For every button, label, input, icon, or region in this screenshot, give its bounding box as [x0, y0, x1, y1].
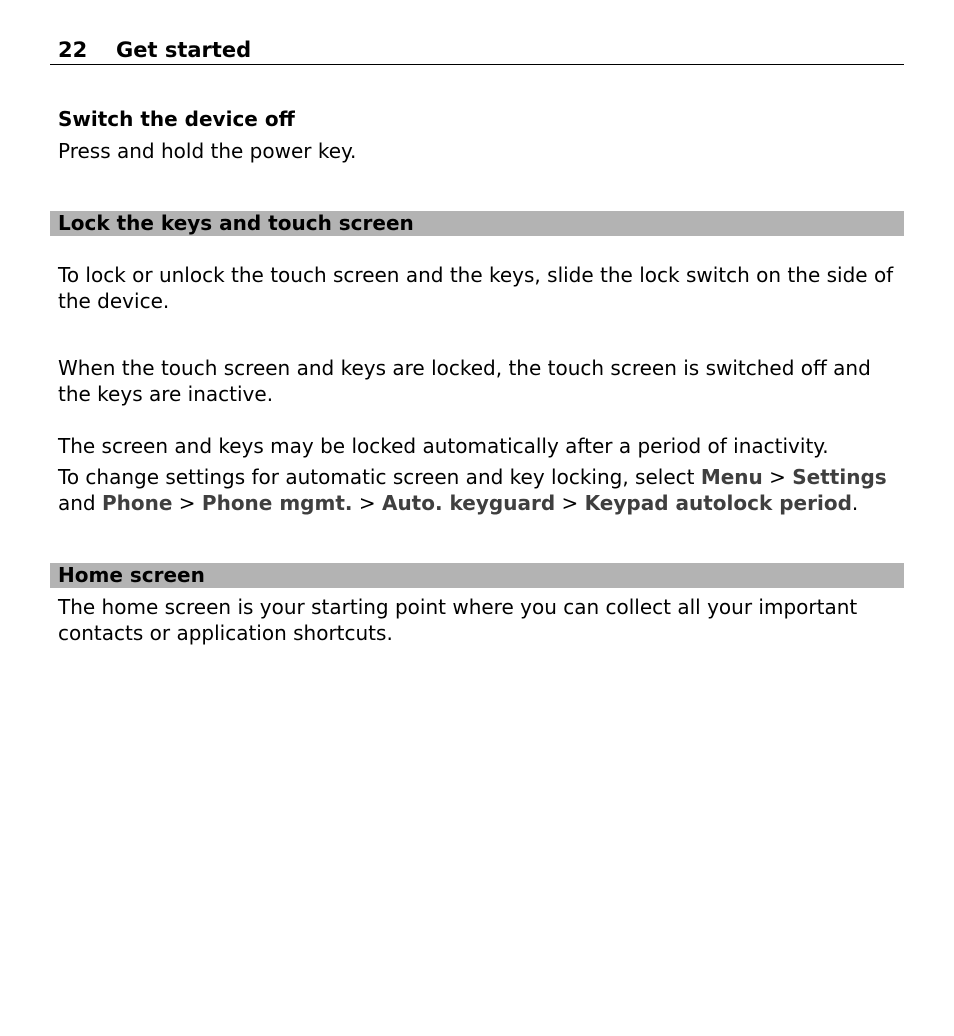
menu-path-separator: >	[762, 465, 793, 489]
chapter-title: Get started	[116, 38, 252, 62]
menu-path-settings: Settings	[792, 465, 887, 489]
lock-para-4-line-2	[58, 490, 904, 516]
menu-path-separator: >	[352, 491, 382, 515]
lock-para-2-line-1: When the touch screen and keys are locked, the touch screen is switched off and	[58, 356, 871, 380]
and-text: and	[58, 491, 102, 515]
menu-path-phone-mgmt: Phone mgmt.	[201, 491, 353, 515]
lock-section-heading: Lock the keys and touch screen	[58, 211, 414, 235]
menu-path-separator: >	[555, 491, 585, 515]
lock-para-4-prefix: To change settings for automatic screen and key locking, select	[58, 465, 701, 489]
home-para-line-1: The home screen is your starting point where you can collect all your important	[58, 595, 858, 619]
home-para-line-2: contacts or application shortcuts.	[58, 621, 393, 645]
lock-section-bar	[50, 211, 904, 236]
sentence-period: .	[851, 491, 859, 515]
home-section-bar	[50, 563, 904, 588]
menu-path-phone: Phone	[101, 491, 173, 515]
menu-path-separator: >	[172, 491, 202, 515]
lock-para-1-line-1: To lock or unlock the touch screen and the keys, slide the lock switch on the side of	[58, 263, 894, 287]
menu-path-keypad-autolock: Keypad autolock period	[584, 491, 852, 515]
page-number: 22	[58, 38, 88, 62]
switch-off-heading: Switch the device off	[58, 107, 295, 131]
lock-para-4-line-1	[58, 464, 904, 490]
lock-para-1-line-2: the device.	[58, 289, 170, 313]
menu-path-menu: Menu	[700, 465, 763, 489]
page-header	[50, 36, 904, 65]
lock-para-3: The screen and keys may be locked automatically after a period of inactivity.	[58, 434, 829, 458]
home-section-heading: Home screen	[58, 563, 205, 587]
menu-path-auto-keyguard: Auto. keyguard	[381, 491, 556, 515]
switch-off-text: Press and hold the power key.	[58, 139, 357, 163]
lock-para-2-line-2: the keys are inactive.	[58, 382, 274, 406]
